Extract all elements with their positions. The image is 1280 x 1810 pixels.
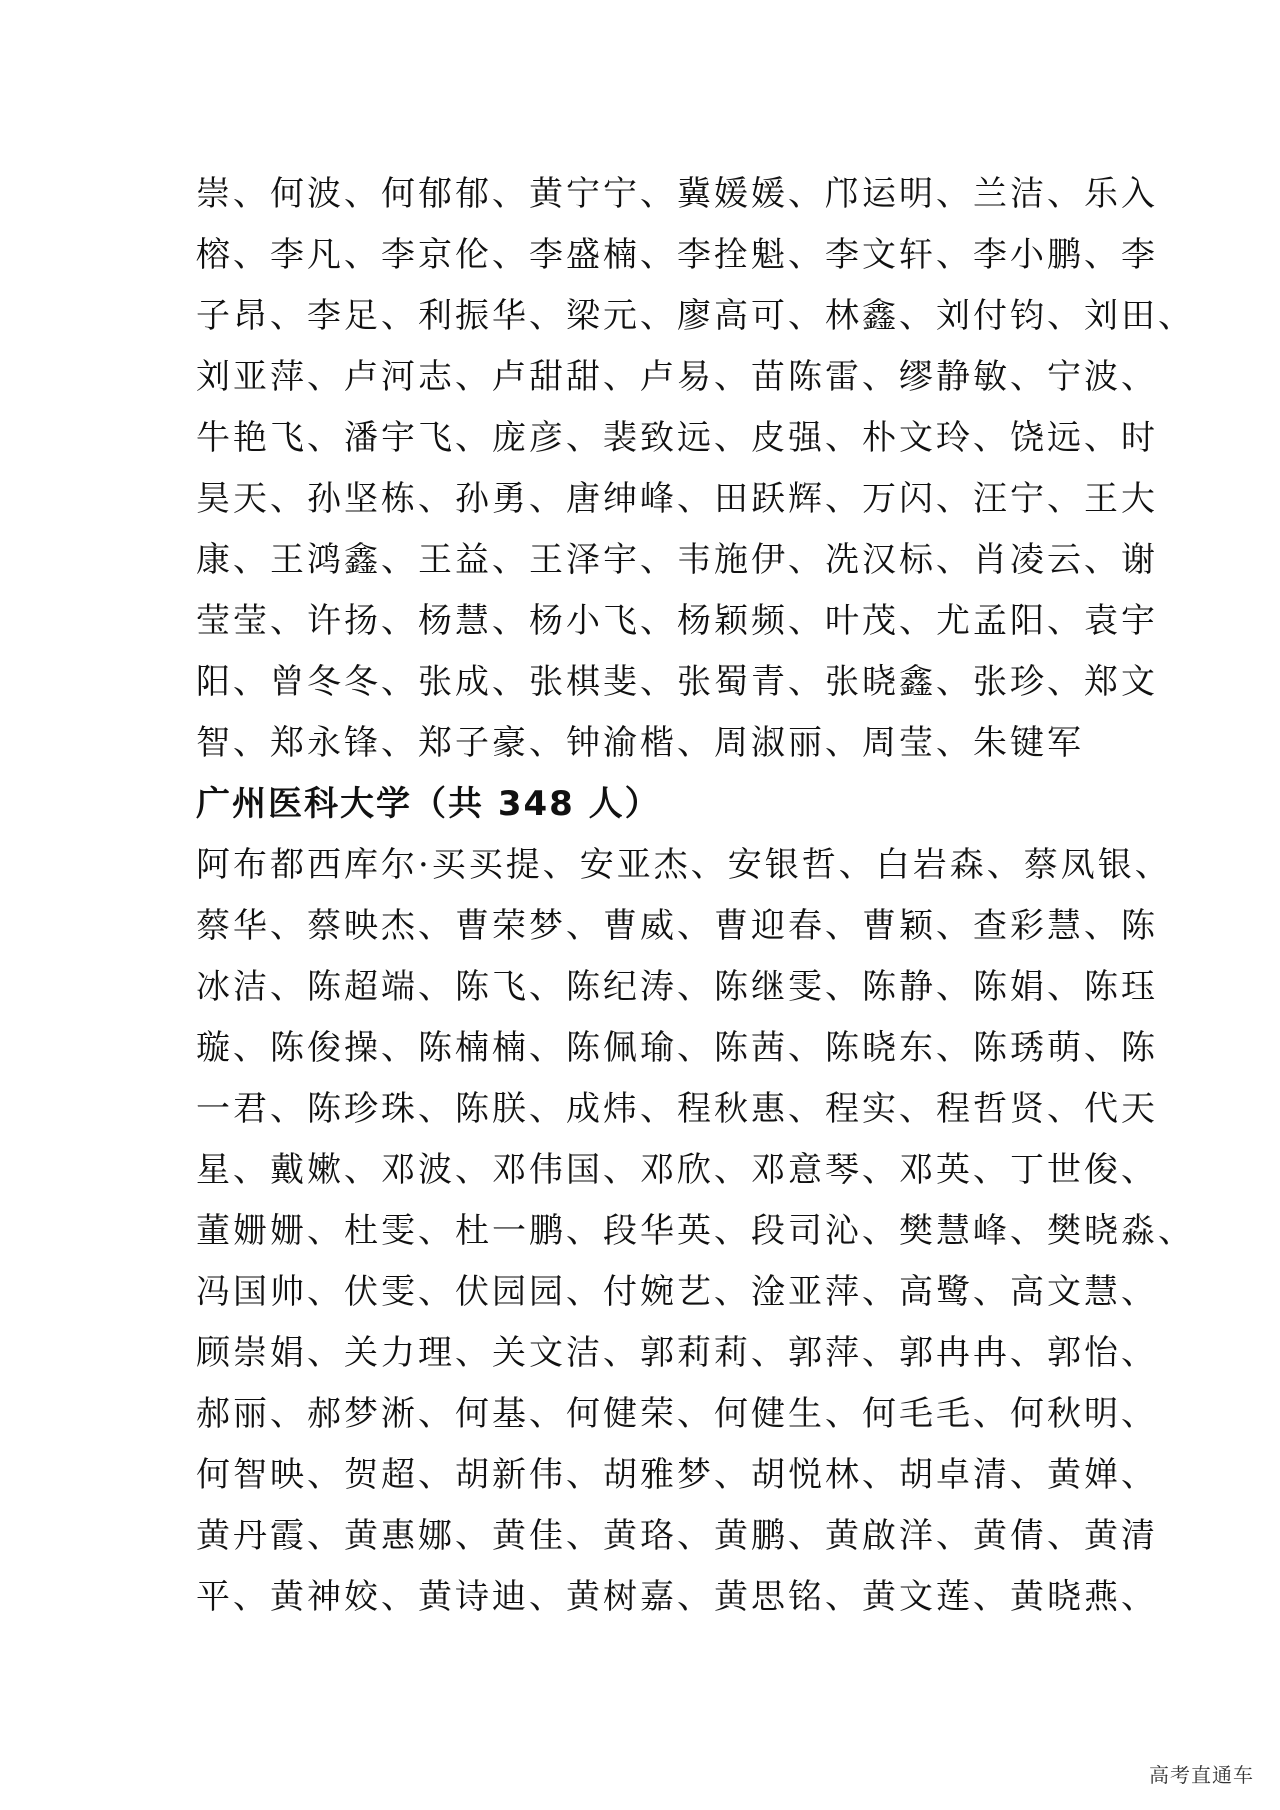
text-line: 黄丹霞、黄惠娜、黄佳、黄珞、黄鹏、黄啟洋、黄倩、黄清 xyxy=(196,1516,1158,1556)
text-line: 顾崇娟、关力理、关文洁、郭莉莉、郭萍、郭冉冉、郭怡、 xyxy=(196,1333,1158,1373)
text-line: 蔡华、蔡映杰、曹荣梦、曹威、曹迎春、曹颖、查彩慧、陈 xyxy=(196,906,1158,946)
watermark: 高考直通车 xyxy=(1149,1763,1254,1787)
text-line: 榕、李凡、李京伦、李盛楠、李拴魁、李文轩、李小鹏、李 xyxy=(196,235,1158,275)
text-line: 子昂、李足、利振华、梁元、廖高可、林鑫、刘付钧、刘田、 xyxy=(196,296,1195,336)
text-line: 一君、陈珍珠、陈朕、成炜、程秋惠、程实、程哲贤、代天 xyxy=(196,1089,1158,1129)
text-line: 阿布都西库尔·买买提、安亚杰、安银哲、白岩森、蔡凤银、 xyxy=(196,845,1172,885)
text-line: 牛艳飞、潘宇飞、庞彦、裴致远、皮强、朴文玲、饶远、时 xyxy=(196,418,1158,458)
text-line: 郝丽、郝梦淅、何基、何健荣、何健生、何毛毛、何秋明、 xyxy=(196,1394,1158,1434)
text-line: 莹莹、许扬、杨慧、杨小飞、杨颖频、叶茂、尤孟阳、袁宇 xyxy=(196,601,1158,641)
text-line: 阳、曾冬冬、张成、张棋斐、张蜀青、张晓鑫、张珍、郑文 xyxy=(196,662,1158,702)
name-list-continued xyxy=(196,164,1195,774)
text-line: 康、王鸿鑫、王益、王泽宇、韦施伊、冼汉标、肖凌云、谢 xyxy=(196,540,1158,580)
text-line: 璇、陈俊操、陈楠楠、陈佩瑜、陈茜、陈晓东、陈琇萌、陈 xyxy=(196,1028,1158,1068)
name-list xyxy=(196,835,1195,1628)
document-page xyxy=(196,164,1195,1628)
text-line: 何智映、贺超、胡新伟、胡雅梦、胡悦林、胡卓清、黄婵、 xyxy=(196,1455,1158,1495)
text-line: 平、黄神姣、黄诗迪、黄树嘉、黄思铭、黄文莲、黄晓燕、 xyxy=(196,1577,1158,1617)
text-line: 崇、何波、何郁郁、黄宁宁、冀媛媛、邝运明、兰洁、乐入 xyxy=(196,174,1158,214)
text-line: 冰洁、陈超端、陈飞、陈纪涛、陈继雯、陈静、陈娟、陈珏 xyxy=(196,967,1158,1007)
text-line: 董姗姗、杜雯、杜一鹏、段华英、段司沁、樊慧峰、樊晓淼、 xyxy=(196,1211,1195,1251)
text-line: 冯国帅、伏雯、伏园园、付婉艺、淦亚萍、高鹭、高文慧、 xyxy=(196,1272,1158,1312)
text-line: 智、郑永锋、郑子豪、钟渝楷、周淑丽、周莹、朱键军 xyxy=(196,723,1084,763)
section-heading: 广州医科大学（共 348 人） xyxy=(196,784,661,824)
text-line: 星、戴嫰、邓波、邓伟国、邓欣、邓意琴、邓英、丁世俊、 xyxy=(196,1150,1158,1190)
text-line: 刘亚萍、卢河志、卢甜甜、卢易、苗陈雷、缪静敏、宁波、 xyxy=(196,357,1158,397)
text-line: 昊天、孙坚栋、孙勇、唐绅峰、田跃辉、万闪、汪宁、王大 xyxy=(196,479,1158,519)
